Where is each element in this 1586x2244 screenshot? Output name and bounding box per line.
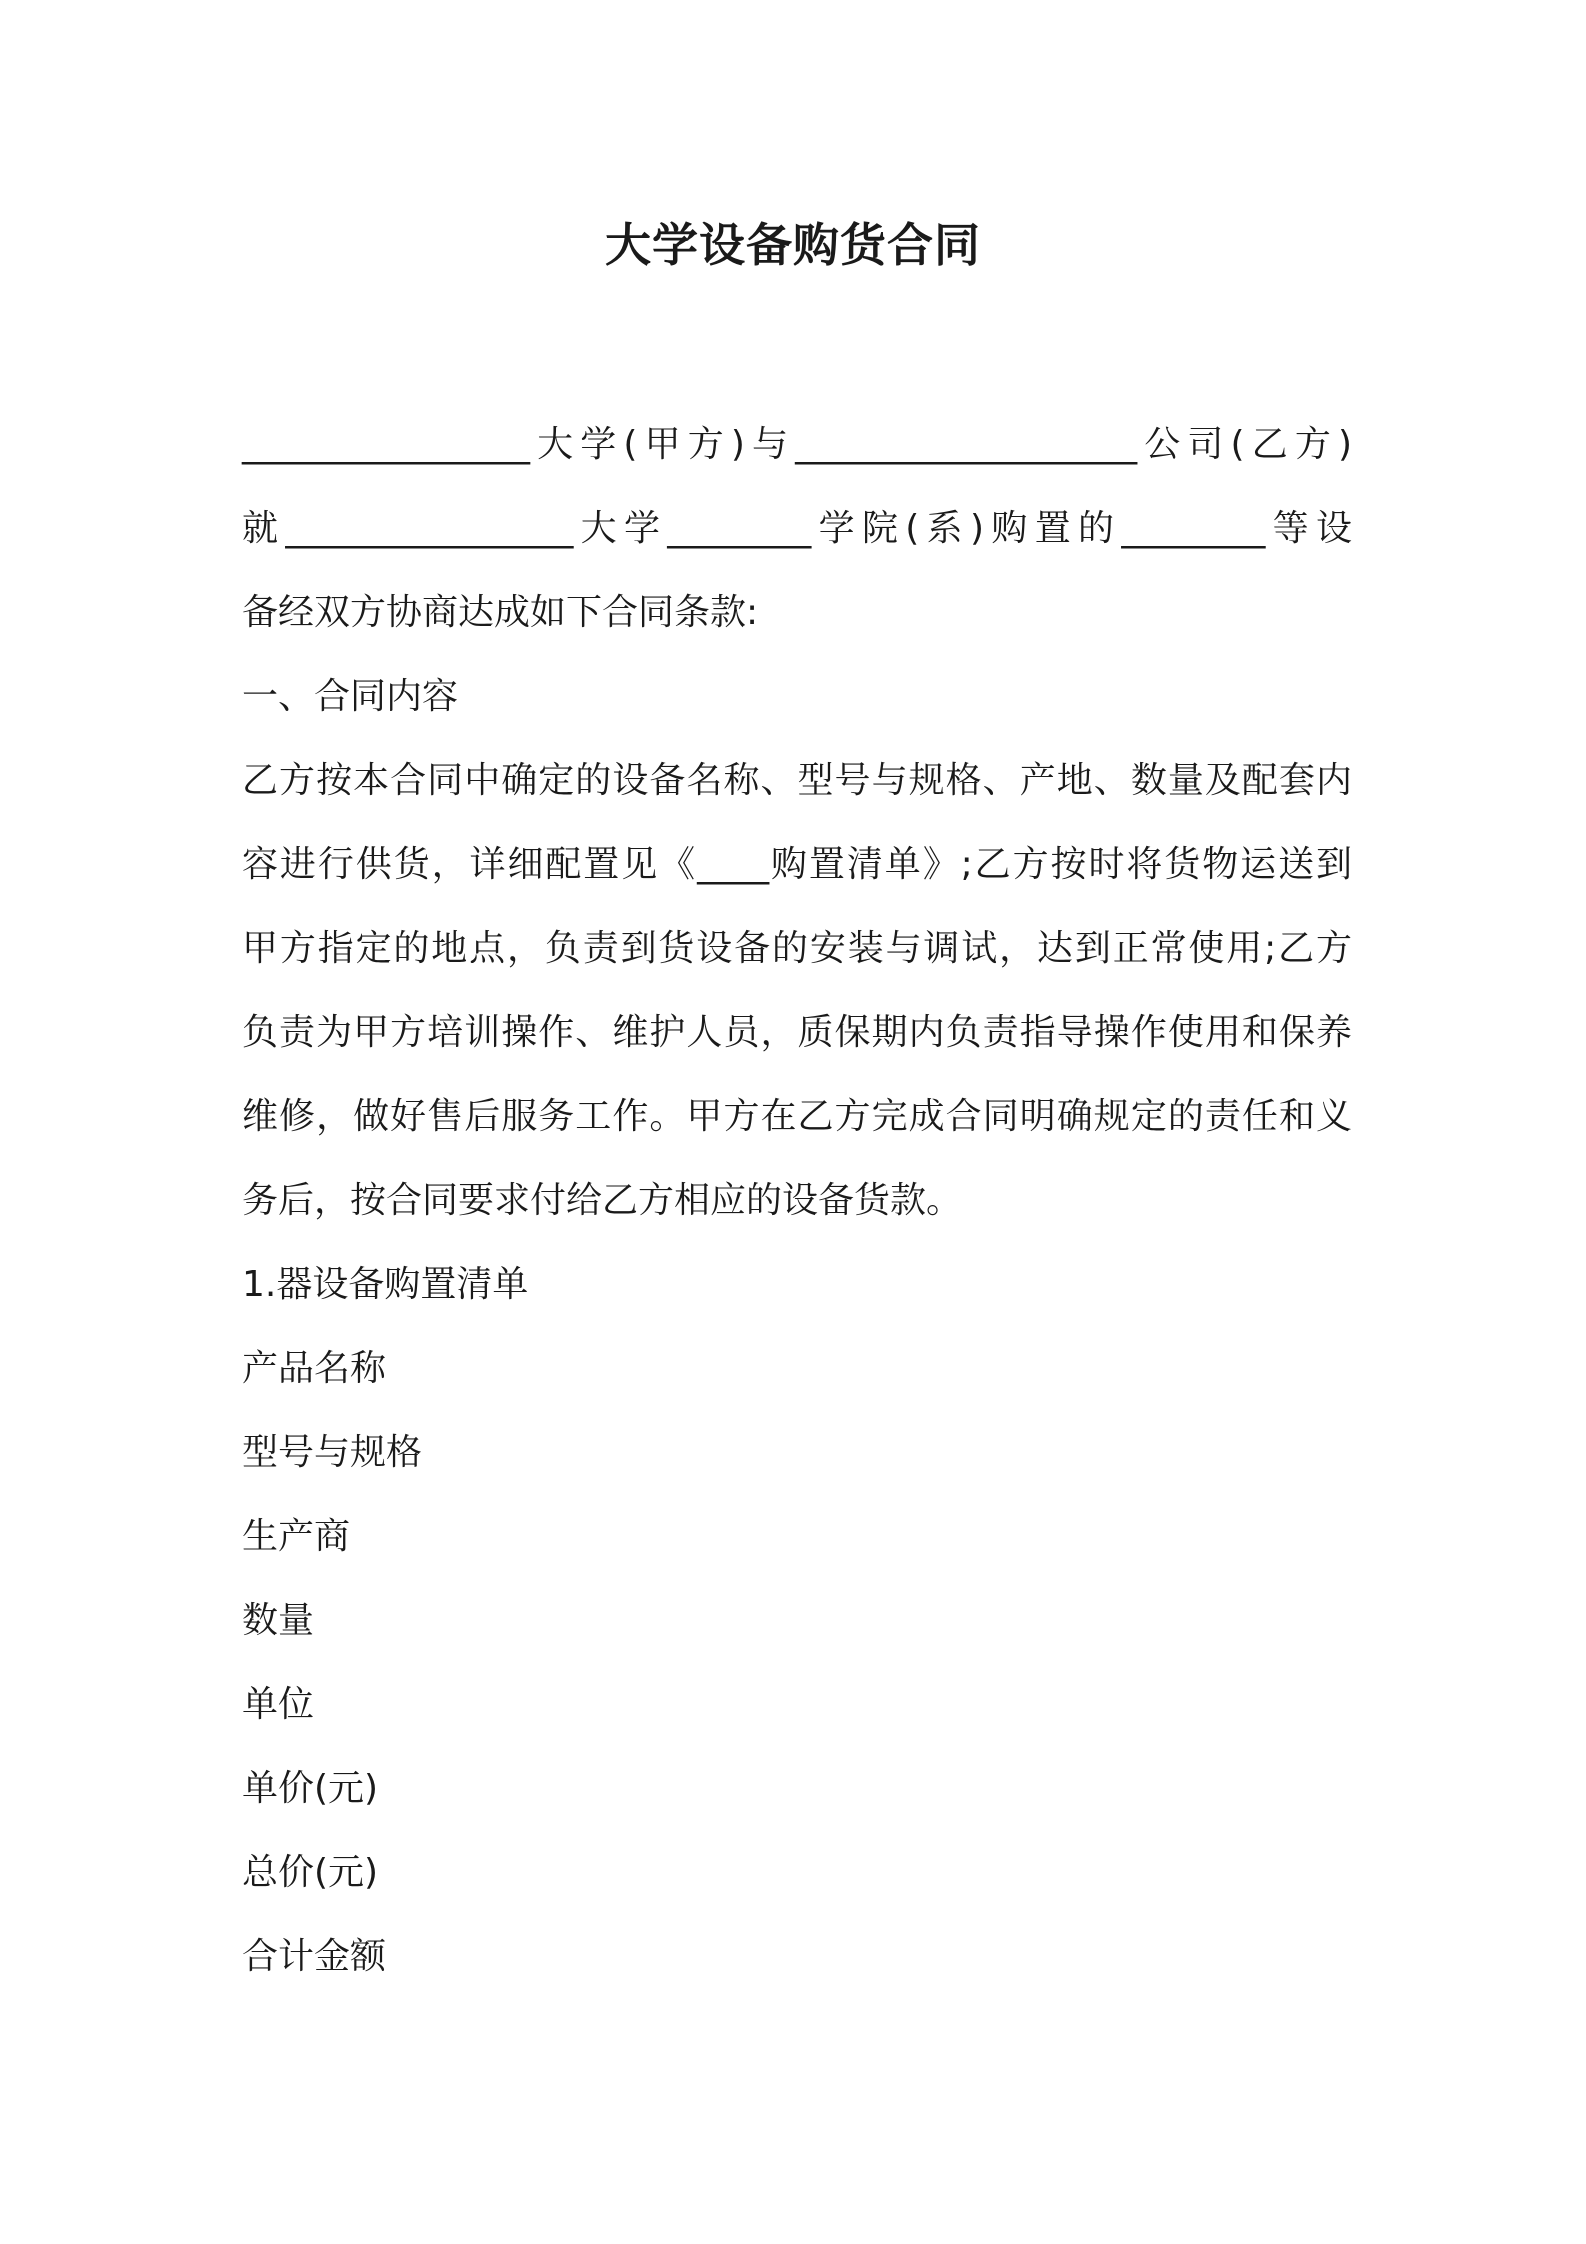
- paragraph-line: 负责为甲方培训操作、维护人员，质保期内负责指导操作使用和保养: [242, 1012, 1352, 1053]
- paragraph-line: 甲方指定的地点，负责到货设备的安装与调试，达到正常使用;乙方: [242, 928, 1352, 969]
- list-item: 生产商: [242, 1516, 351, 1557]
- list-item: 型号与规格: [242, 1432, 423, 1473]
- paragraph-line: 乙方按本合同中确定的设备名称、型号与规格、产地、数量及配套内: [242, 760, 1352, 801]
- intro-line: 备经双方协商达成如下合同条款:: [242, 592, 759, 633]
- paragraph-line: 务后，按合同要求付给乙方相应的设备货款。: [242, 1180, 963, 1221]
- paragraph-line: 容进行供货，详细配置见《____购置清单》;乙方按时将货物运送到: [242, 844, 1352, 885]
- list-item: 数量: [242, 1600, 315, 1641]
- section-heading: 一、合同内容: [242, 676, 459, 717]
- intro-paragraph: [242, 403, 1352, 655]
- list-heading: 1.器设备购置清单: [242, 1264, 529, 1305]
- list-item: 产品名称: [242, 1348, 387, 1389]
- document-body: [242, 403, 1352, 1999]
- paragraph-line: 维修，做好售后服务工作。甲方在乙方完成合同明确规定的责任和义: [242, 1096, 1352, 1137]
- intro-line: 就________________大学________学院(系)购置的________等设: [242, 508, 1352, 549]
- list-item: 单价(元): [242, 1768, 379, 1809]
- section-paragraph: [242, 739, 1352, 1243]
- intro-line: ________________大学(甲方)与___________________公司(乙方): [242, 424, 1352, 465]
- document-title: 大学设备购货合同: [605, 218, 981, 272]
- list-item: 合计金额: [242, 1936, 387, 1977]
- list-item: 总价(元): [242, 1852, 379, 1893]
- list-item: 单位: [242, 1684, 315, 1725]
